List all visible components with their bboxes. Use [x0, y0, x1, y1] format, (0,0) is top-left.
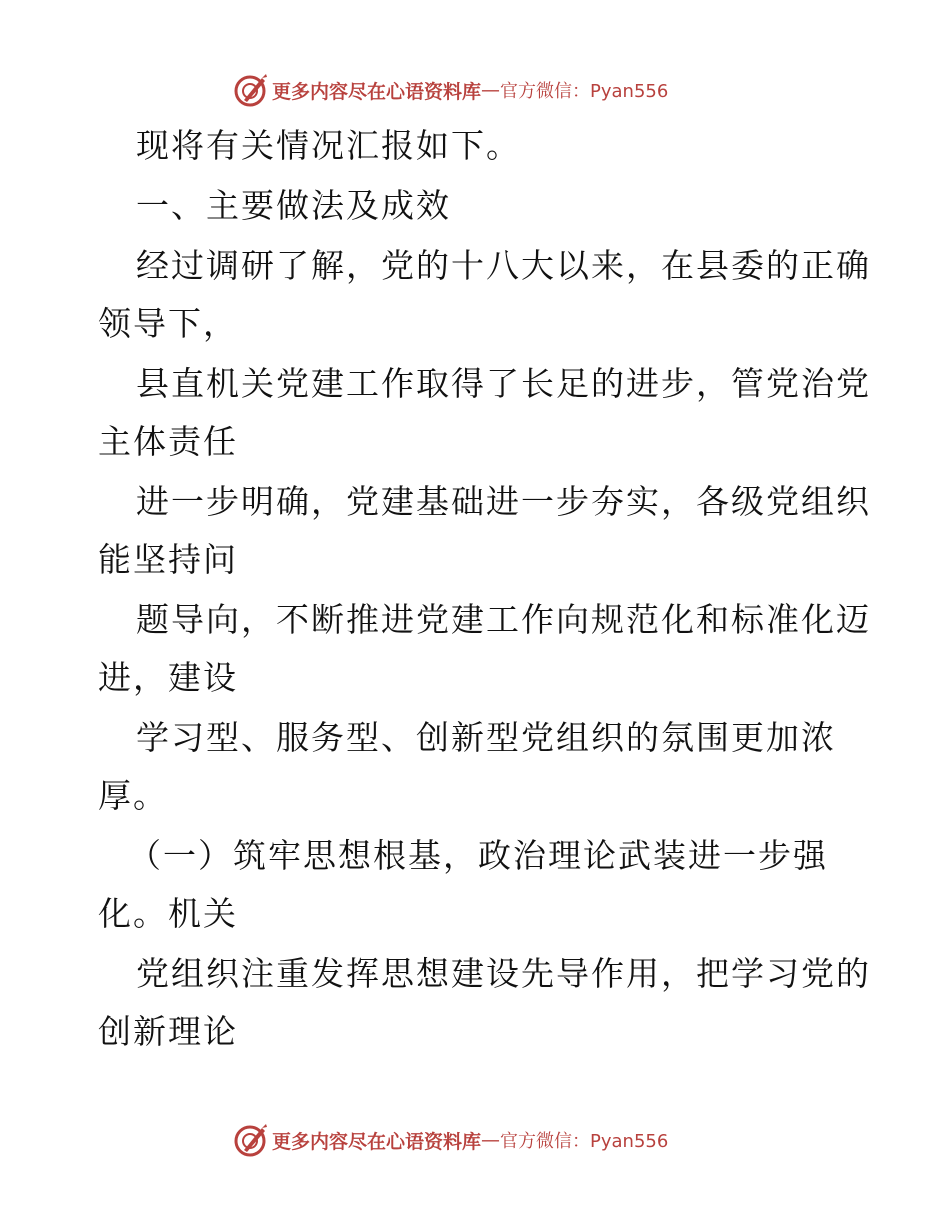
- header-brand-text: 更多内容尽在心语资料库: [272, 80, 482, 103]
- section-heading: 一、主要做法及成效: [136, 186, 451, 225]
- text-line: 进，建设: [98, 658, 238, 697]
- footer-dash: —: [481, 1129, 501, 1151]
- subsection-heading: （一）筑牢思想根基，政治理论武装进一步强: [128, 836, 828, 875]
- footer-watermark: [232, 1120, 668, 1160]
- footer-wechat-text: 官方微信：Pyan556: [500, 1131, 669, 1152]
- text-line: 县直机关党建工作取得了长足的进步，管党治党: [136, 364, 871, 403]
- text-line: 题导向，不断推进党建工作向规范化和标准化迈: [136, 600, 871, 639]
- text-line: 经过调研了解，党的十八大以来，在县委的正确: [136, 246, 871, 285]
- header-watermark: [232, 70, 668, 110]
- text-line: 化。机关: [98, 894, 238, 933]
- text-line: 厚。: [98, 776, 168, 815]
- header-wechat-text: 官方微信：Pyan556: [500, 81, 669, 102]
- text-line: 进一步明确，党建基础进一步夯实，各级党组织: [136, 482, 871, 521]
- text-line: 学习型、服务型、创新型党组织的氛围更加浓: [136, 718, 836, 757]
- pen-logo-icon: [232, 1122, 268, 1158]
- text-line: 党组织注重发挥思想建设先导作用，把学习党的: [136, 954, 871, 993]
- text-line: 能坚持问: [98, 540, 238, 579]
- header-dash: —: [481, 79, 501, 101]
- text-line: 创新理论: [98, 1012, 238, 1051]
- text-line: 现将有关情况汇报如下。: [136, 126, 521, 165]
- text-line: 领导下，: [98, 304, 238, 343]
- pen-logo-icon: [232, 72, 268, 108]
- text-line: 主体责任: [98, 422, 238, 461]
- footer-brand-text: 更多内容尽在心语资料库: [272, 1130, 482, 1153]
